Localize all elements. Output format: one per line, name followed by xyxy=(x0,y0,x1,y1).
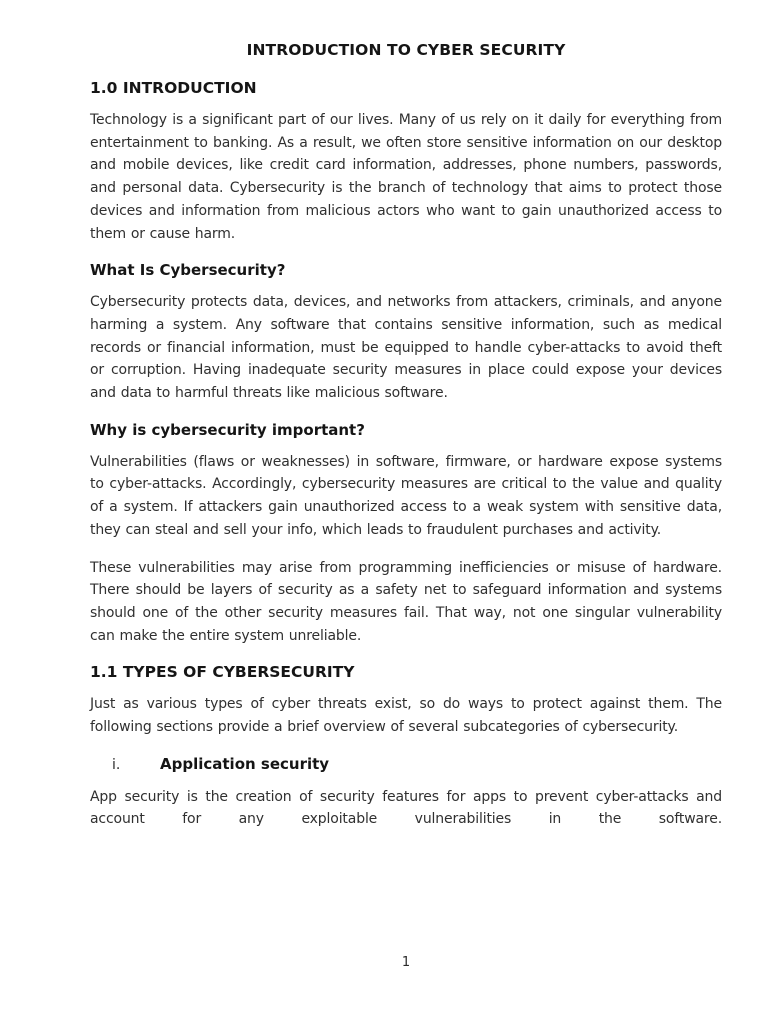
list-item-label: Application security xyxy=(160,754,330,773)
paragraph-introduction: Technology is a significant part of our lives. Many of us rely on it daily for everything from entertainment to banking. As a result, we often store sensitive information on our desktop and mobile devices, like credit card information, addresses, phone numbers, passwords, and personal data. Cybersecurity is the branch of technology that aims to protect those devices and information from malicious actors who want to gain unauthorized access to them or cause harm. xyxy=(90,112,722,242)
list-item-marker: i. xyxy=(112,756,121,773)
document-title: INTRODUCTION TO CYBER SECURITY xyxy=(246,41,566,59)
list-item-application-security xyxy=(112,754,722,775)
heading-what-is-cybersecurity: What Is Cybersecurity? xyxy=(90,261,286,280)
paragraph-what-is-cybersecurity: Cybersecurity protects data, devices, and networks from attackers, criminals, and anyone harming a system. Any software that contains sensitive information, such as medical records or financial information, must be equipped to handle cyber-attacks to avoid theft or corruption. Having inadequate security measures in place could expose your devices and data to harmful threats like malicious software. xyxy=(90,294,722,402)
heading-why-is-cybersecurity-important: Why is cybersecurity important? xyxy=(90,420,365,439)
paragraph-types-overview: Just as various types of cyber threats exist, so do ways to protect against them. The following sections provide a brief overview of several subcategories of cybersecurity. xyxy=(90,696,722,736)
paragraph-application-security: App security is the creation of security features for apps to prevent cyber-attacks and account for any exploitable vulnerabilities in the software. xyxy=(90,788,722,828)
heading-1-0-introduction: 1.0 INTRODUCTION xyxy=(90,79,257,97)
paragraph-why-important-1: Vulnerabilities (flaws or weaknesses) in software, firmware, or hardware expose systems to cyber-attacks. Accordingly, cybersecurity measures are critical to the value and quality of a system. If attackers gain unauthorized access to a weak system with sensitive data, they can steal and sell your info, which leads to fraudulent purchases and activity. xyxy=(90,453,722,538)
paragraph-why-important-2: These vulnerabilities may arise from programming inefficiencies or misuse of hardware. There should be layers of security as a safety net to safeguard information and systems should one of the other security measures fail. That way, not one singular vulnerability can make the entire system unreliable. xyxy=(90,559,722,644)
page-number: 1 xyxy=(401,955,411,970)
heading-1-1-types-of-cybersecurity: 1.1 TYPES OF CYBERSECURITY xyxy=(90,663,355,682)
